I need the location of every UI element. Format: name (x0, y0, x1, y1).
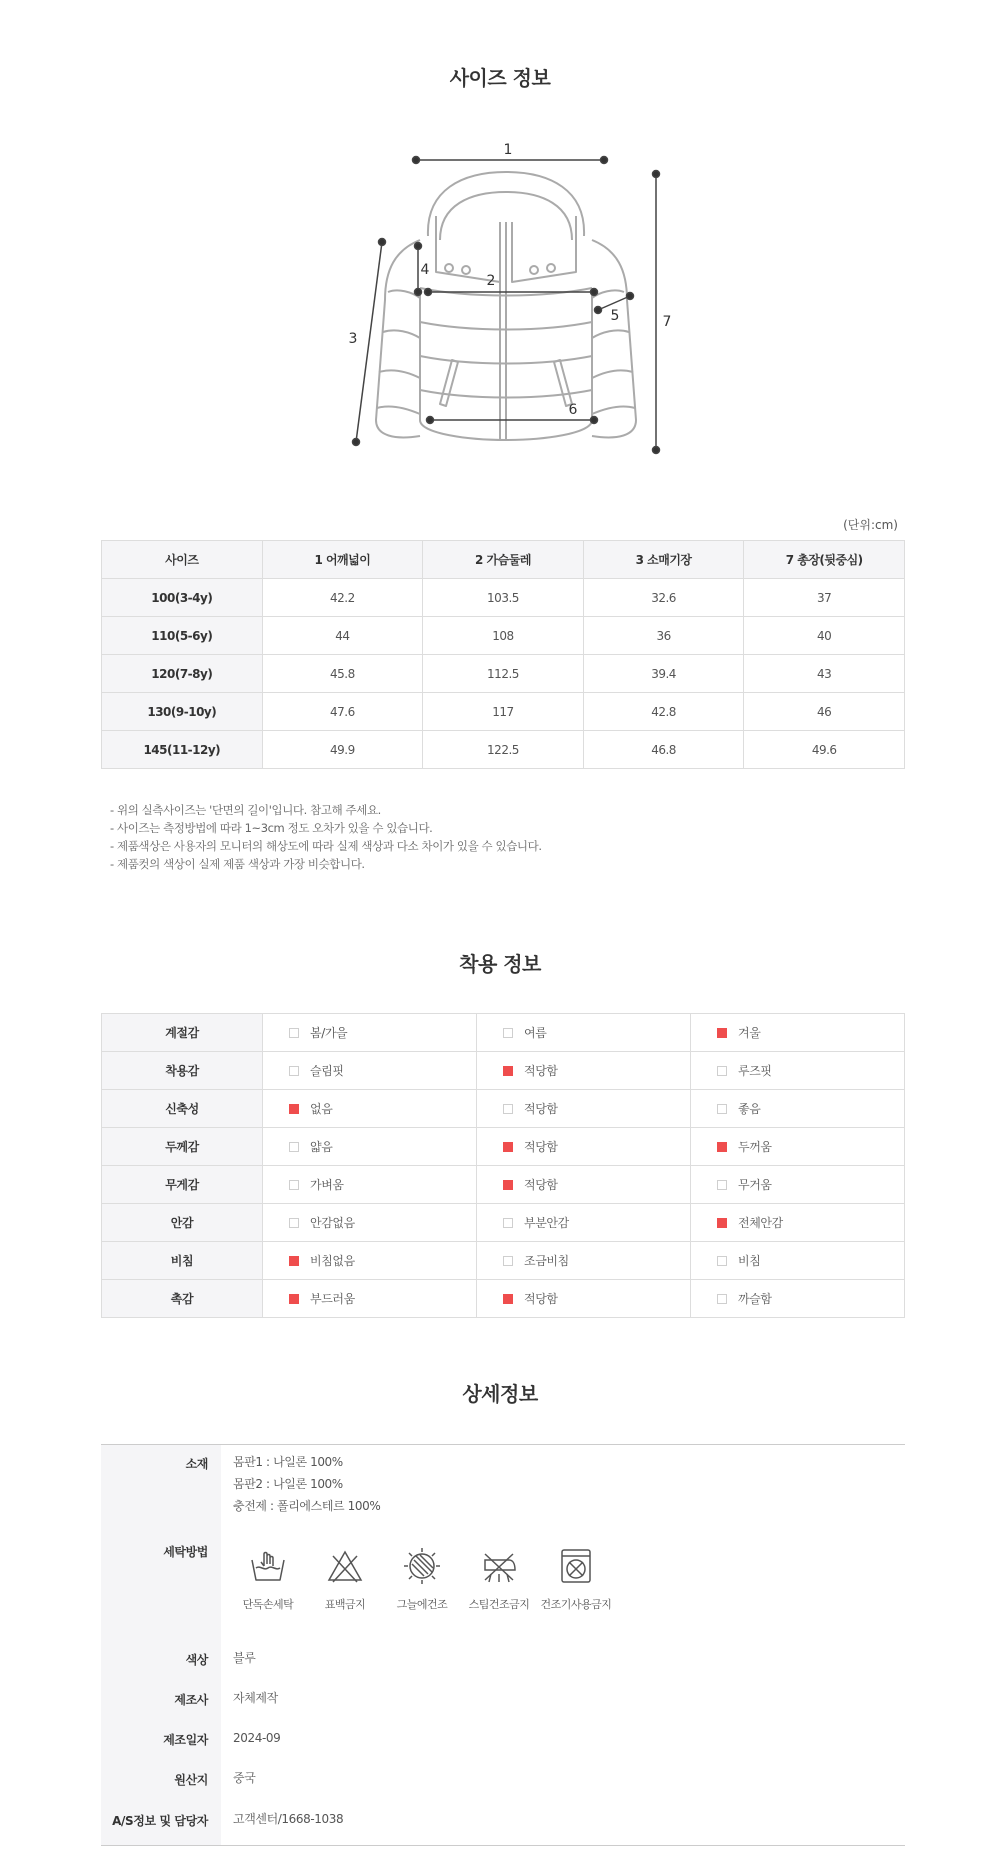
checkbox-icon (717, 1218, 727, 1228)
table-row (102, 579, 905, 617)
checkbox-icon (717, 1104, 727, 1114)
fit-option (263, 1242, 477, 1280)
checkbox-icon (717, 1142, 727, 1152)
option-label: 루즈핏 (738, 1064, 772, 1078)
fit-row-texture (102, 1280, 905, 1318)
dim-label-6: 6 (568, 402, 578, 418)
option-label: 적당함 (524, 1292, 558, 1306)
fit-option (263, 1204, 477, 1242)
origin-value: 중국 (233, 1771, 256, 1785)
value-cell: 117 (423, 693, 584, 731)
fit-row-sheerness (102, 1242, 905, 1280)
fit-option (691, 1204, 905, 1242)
table-row (102, 655, 905, 693)
value-cell: 45.8 (262, 655, 423, 693)
color-label: 색상 (185, 1653, 208, 1667)
checkbox-icon (503, 1142, 513, 1152)
fit-option (263, 1014, 477, 1052)
fit-option (691, 1166, 905, 1204)
fit-row-stretch (102, 1090, 905, 1128)
checkbox-icon (503, 1294, 513, 1304)
checkbox-icon (289, 1066, 299, 1076)
fit-option (691, 1090, 905, 1128)
table-row (102, 731, 905, 769)
fit-option (263, 1128, 477, 1166)
fit-info-title: 착용 정보 (459, 952, 541, 976)
option-label: 겨울 (738, 1026, 761, 1040)
option-label: 적당함 (524, 1178, 558, 1192)
care-label: 건조기사용금지 (540, 1598, 612, 1611)
date-value: 2024-09 (233, 1731, 281, 1745)
fit-option (477, 1280, 691, 1318)
fit-option (263, 1280, 477, 1318)
size-cell: 110(5-6y) (102, 617, 263, 655)
material-value (233, 1451, 380, 1517)
size-table-header (102, 541, 905, 579)
checkbox-icon (503, 1066, 513, 1076)
fit-option (263, 1052, 477, 1090)
value-cell: 46.8 (583, 731, 744, 769)
origin-label: 원산지 (174, 1773, 208, 1787)
dim-label-5: 5 (610, 308, 620, 324)
dim-label-3: 3 (348, 331, 358, 347)
fit-row-thickness (102, 1128, 905, 1166)
detail-info-title: 상세정보 (462, 1382, 538, 1406)
fit-option (477, 1052, 691, 1090)
value-cell: 103.5 (423, 579, 584, 617)
size-table (101, 540, 905, 769)
option-label: 두꺼움 (738, 1140, 772, 1154)
value-cell: 40 (744, 617, 905, 655)
care-label: 스팀건조금지 (468, 1598, 530, 1611)
material-line: 충전제 : 폴리에스테르 100% (233, 1499, 381, 1513)
material-label: 소재 (185, 1457, 208, 1471)
fit-option (263, 1090, 477, 1128)
dim-label-7: 7 (662, 314, 672, 330)
no-bleach-icon (325, 1546, 365, 1586)
fit-option (477, 1242, 691, 1280)
dim-label-2: 2 (486, 273, 496, 289)
option-label: 슬림핏 (310, 1064, 344, 1078)
option-label: 적당함 (524, 1140, 558, 1154)
value-cell: 49.9 (262, 731, 423, 769)
col-header: 3 소매기장 (583, 541, 744, 579)
option-label: 얇음 (310, 1140, 333, 1154)
option-label: 좋음 (738, 1102, 761, 1116)
option-label: 가벼움 (310, 1178, 344, 1192)
checkbox-icon (717, 1066, 727, 1076)
option-label: 적당함 (524, 1102, 558, 1116)
checkbox-icon (289, 1142, 299, 1152)
care-item-hand-wash (228, 1546, 308, 1612)
care-label: 그늘에건조 (396, 1598, 448, 1611)
fit-table (101, 1013, 905, 1318)
size-cell: 130(9-10y) (102, 693, 263, 731)
material-line: 몸판2 : 나일론 100% (233, 1477, 343, 1491)
fit-option (477, 1014, 691, 1052)
checkbox-icon (503, 1180, 513, 1190)
care-item-shade-dry (382, 1546, 462, 1612)
checkbox-icon (717, 1256, 727, 1266)
checkbox-icon (289, 1104, 299, 1114)
checkbox-icon (503, 1256, 513, 1266)
table-row (102, 693, 905, 731)
fit-option (477, 1090, 691, 1128)
care-item-no-tumble-dry (536, 1546, 616, 1612)
no-steam-dry-icon (479, 1546, 519, 1586)
fit-row-label: 안감 (102, 1204, 263, 1242)
value-cell: 42.8 (583, 693, 744, 731)
option-label: 무거움 (738, 1178, 772, 1192)
no-tumble-dry-icon (556, 1546, 596, 1586)
detail-table (101, 1444, 905, 1846)
option-label: 조금비침 (524, 1254, 569, 1268)
fit-option (263, 1166, 477, 1204)
fit-row-label: 계절감 (102, 1014, 263, 1052)
fit-row-label: 무게감 (102, 1166, 263, 1204)
size-notes (110, 801, 542, 873)
size-cell: 145(11-12y) (102, 731, 263, 769)
note-line: - 위의 실측사이즈는 '단면의 길이'입니다. 참고해 주세요. (110, 803, 381, 817)
fit-option (477, 1166, 691, 1204)
care-item-no-bleach (305, 1546, 385, 1612)
as-value: 고객센터/1668-1038 (233, 1812, 344, 1826)
value-cell: 49.6 (744, 731, 905, 769)
checkbox-icon (503, 1218, 513, 1228)
fit-option (691, 1242, 905, 1280)
col-header: 1 어깨넓이 (262, 541, 423, 579)
as-label: A/S정보 및 담당자 (112, 1814, 208, 1828)
unit-label: (단위:cm) (843, 518, 898, 532)
care-label: 표백금지 (324, 1598, 366, 1611)
checkbox-icon (717, 1028, 727, 1038)
option-label: 부분안감 (524, 1216, 569, 1230)
fit-option (477, 1204, 691, 1242)
value-cell: 39.4 (583, 655, 744, 693)
dim-label-4: 4 (420, 262, 430, 278)
maker-label: 제조사 (174, 1693, 208, 1707)
care-label: 단독손세탁 (242, 1598, 294, 1611)
maker-value: 자체제작 (233, 1691, 278, 1705)
value-cell: 37 (744, 579, 905, 617)
fit-row-label: 촉감 (102, 1280, 263, 1318)
fit-row-lining (102, 1204, 905, 1242)
note-line: - 제품색상은 사용자의 모니터의 해상도에 따라 실제 색상과 다소 차이가 있을 수 있습니다. (110, 839, 542, 853)
jacket-diagram (0, 0, 1000, 480)
value-cell: 112.5 (423, 655, 584, 693)
option-label: 비침없음 (310, 1254, 355, 1268)
value-cell: 42.2 (262, 579, 423, 617)
shade-dry-icon (402, 1546, 442, 1586)
value-cell: 108 (423, 617, 584, 655)
value-cell: 47.6 (262, 693, 423, 731)
checkbox-icon (717, 1294, 727, 1304)
option-label: 전체안감 (738, 1216, 783, 1230)
table-row (102, 617, 905, 655)
fit-row-label: 착용감 (102, 1052, 263, 1090)
option-label: 부드러움 (310, 1292, 355, 1306)
wash-label: 세탁방법 (163, 1545, 208, 1559)
note-line: - 제품컷의 색상이 실제 제품 색상과 가장 비슷합니다. (110, 857, 365, 871)
fit-row-season (102, 1014, 905, 1052)
col-header: 사이즈 (102, 541, 263, 579)
size-cell: 100(3-4y) (102, 579, 263, 617)
fit-row-label: 두께감 (102, 1128, 263, 1166)
fit-row-fit (102, 1052, 905, 1090)
value-cell: 32.6 (583, 579, 744, 617)
care-item-no-steam-dry (459, 1546, 539, 1612)
option-label: 없음 (310, 1102, 333, 1116)
col-header: 2 가슴둘레 (423, 541, 584, 579)
value-cell: 122.5 (423, 731, 584, 769)
checkbox-icon (289, 1028, 299, 1038)
fit-option (691, 1014, 905, 1052)
hand-wash-icon (248, 1546, 288, 1586)
col-header: 7 총장(뒷중심) (744, 541, 905, 579)
dim-label-1: 1 (503, 142, 513, 158)
fit-row-label: 신축성 (102, 1090, 263, 1128)
fit-option (691, 1128, 905, 1166)
option-label: 까슬함 (738, 1292, 772, 1306)
fit-option (691, 1280, 905, 1318)
note-line: - 사이즈는 측정방법에 따라 1~3cm 정도 오차가 있을 수 있습니다. (110, 821, 433, 835)
checkbox-icon (289, 1256, 299, 1266)
option-label: 비침 (738, 1254, 761, 1268)
option-label: 적당함 (524, 1064, 558, 1078)
option-label: 안감없음 (310, 1216, 355, 1230)
value-cell: 36 (583, 617, 744, 655)
size-cell: 120(7-8y) (102, 655, 263, 693)
material-line: 몸판1 : 나일론 100% (233, 1455, 343, 1469)
date-label: 제조일자 (163, 1733, 208, 1747)
value-cell: 46 (744, 693, 905, 731)
checkbox-icon (289, 1218, 299, 1228)
checkbox-icon (289, 1294, 299, 1304)
checkbox-icon (717, 1180, 727, 1190)
value-cell: 44 (262, 617, 423, 655)
checkbox-icon (503, 1028, 513, 1038)
fit-row-weight (102, 1166, 905, 1204)
value-cell: 43 (744, 655, 905, 693)
checkbox-icon (289, 1180, 299, 1190)
size-info-title: 사이즈 정보 (449, 66, 551, 90)
fit-option (691, 1052, 905, 1090)
option-label: 봄/가을 (310, 1026, 348, 1040)
option-label: 여름 (524, 1026, 547, 1040)
fit-row-label: 비침 (102, 1242, 263, 1280)
checkbox-icon (503, 1104, 513, 1114)
fit-option (477, 1128, 691, 1166)
color-value: 블루 (233, 1651, 256, 1665)
